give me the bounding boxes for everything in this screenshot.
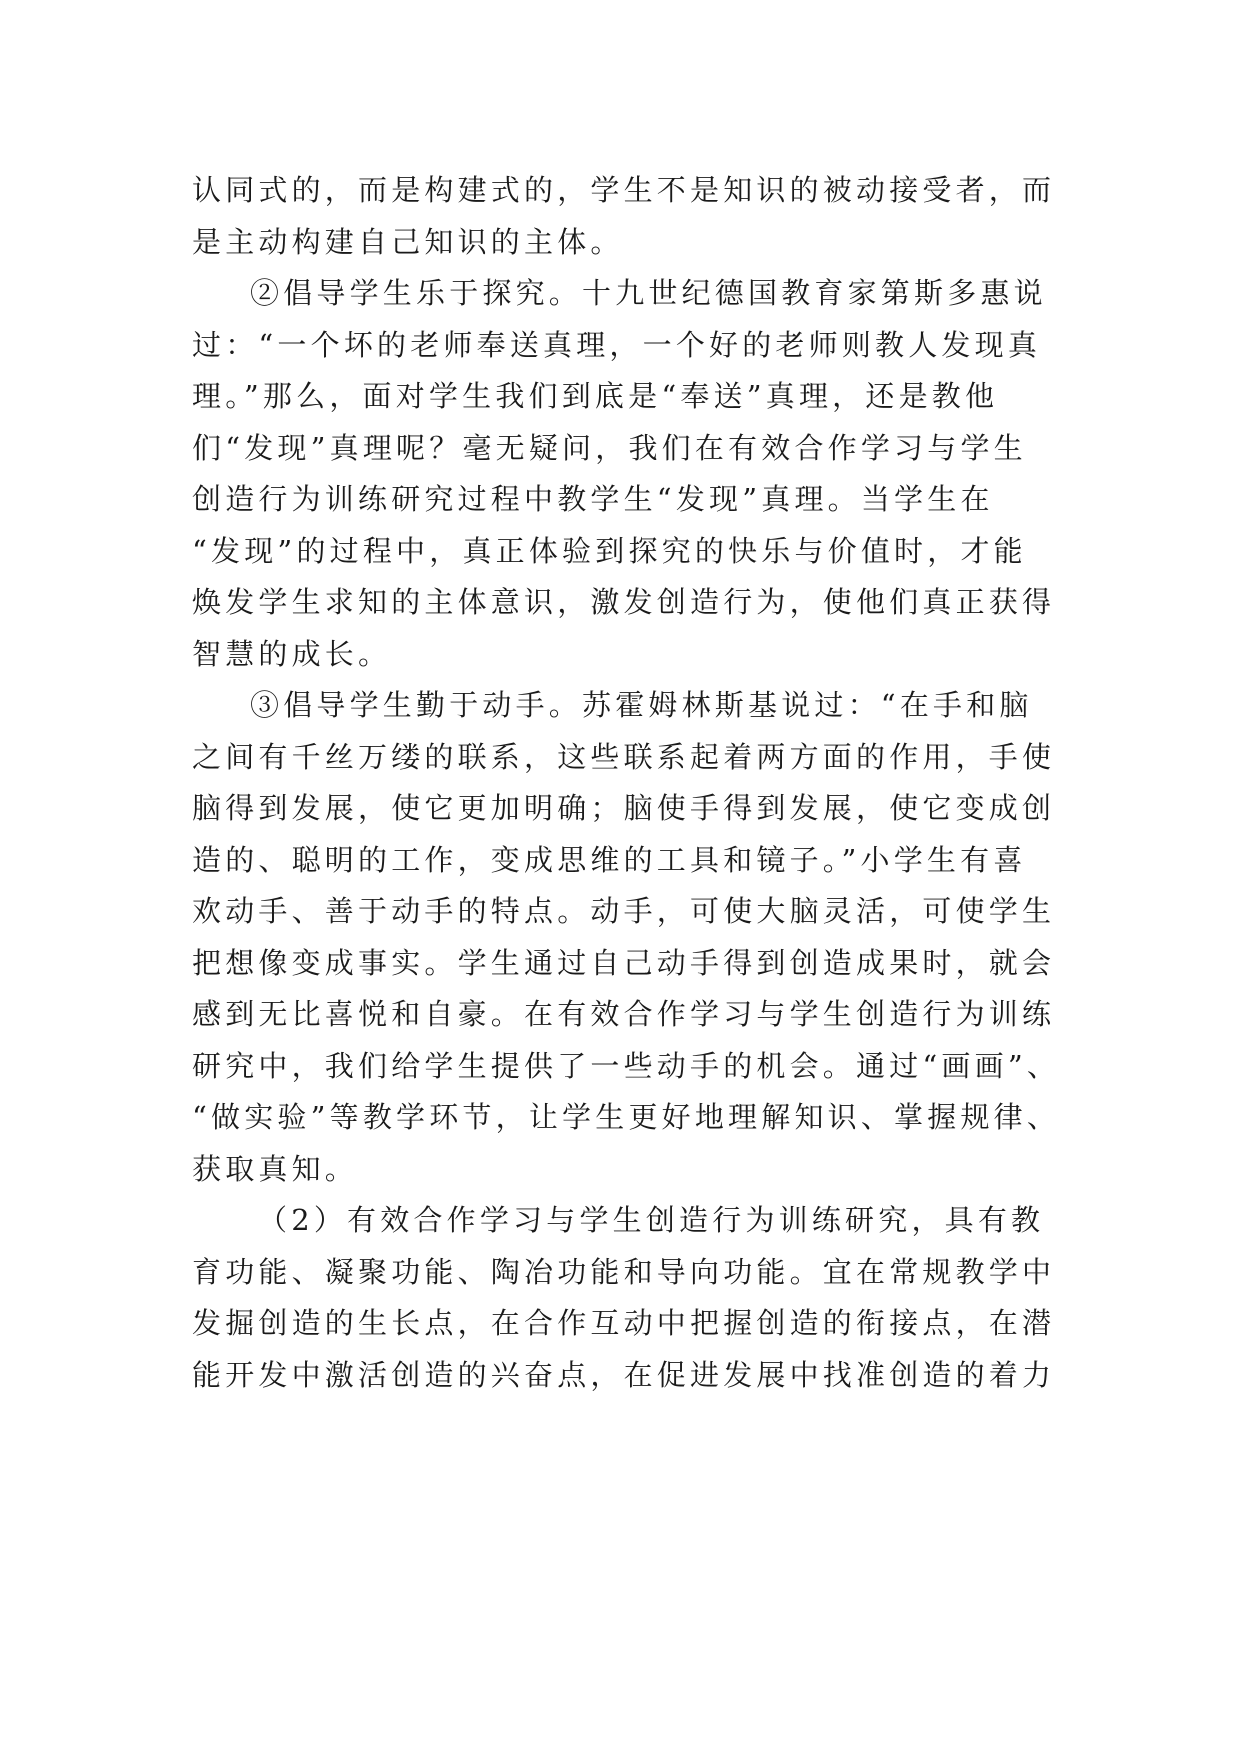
text-line: 研究中，我们给学生提供了一些动手的机会。通过“画画”、 [192,1048,1061,1083]
text-line: 认同式的，而是构建式的，学生不是知识的被动接受者，而 [192,173,1056,207]
text-line: 们“发现”真理呢？毫无疑问，我们在有效合作学习与学生 [192,430,1027,465]
text-line: 育功能、凝聚功能、陶冶功能和导向功能。宜在常规教学中 [192,1254,1056,1289]
text-line: 智慧的成长。 [192,636,392,671]
text-line: 感到无比喜悦和自豪。在有效合作学习与学生创造行为训练 [192,997,1056,1031]
paragraph-start-line: ③倡导学生勤于动手。苏霍姆林斯基说过：“在手和脑 [250,688,1033,722]
text-line: 发掘创造的生长点，在合作互动中把握创造的衔接点，在潜 [192,1306,1056,1340]
text-line: 过：“一个坏的老师奉送真理，一个好的老师则教人发现真 [192,327,1042,362]
text-line: 欢动手、善于动手的特点。动手，可使大脑灵活，可使学生 [192,894,1056,928]
text-line: 焕发学生求知的主体意识，激发创造行为，使他们真正获得 [192,585,1056,619]
paragraph-start-line: ②倡导学生乐于探究。十九世纪德国教育家第斯多惠说 [250,276,1047,310]
text-line: 造的、聪明的工作，变成思维的工具和镜子。”小学生有喜 [192,842,1027,877]
text-line: “发现”的过程中，真正体验到探究的快乐与价值时，才能 [192,533,1027,568]
text-line: 获取真知。 [192,1151,359,1186]
paragraph-start-line: （2）有效合作学习与学生创造行为训练研究，具有教 [258,1203,1045,1237]
text-line: 能开发中激活创造的兴奋点，在促进发展中找准创造的着力 [192,1357,1056,1392]
body-text [192,165,1061,1401]
text-line: 是主动构建自己知识的主体。 [192,224,624,259]
text-line: 创造行为训练研究过程中教学生“发现”真理。当学生在 [192,482,994,516]
text-line: 把想像变成事实。学生通过自己动手得到创造成果时，就会 [192,945,1056,980]
text-line: 理。”那么，面对学生我们到底是“奉送”真理，还是教他 [192,379,999,413]
text-line: 之间有千丝万缕的联系，这些联系起着两方面的作用，手使 [192,739,1056,774]
text-line: 脑得到发展，使它更加明确；脑使手得到发展，使它变成创 [192,791,1056,825]
text-line: “做实验”等教学环节，让学生更好地理解知识、掌握规律、 [192,1100,1061,1134]
